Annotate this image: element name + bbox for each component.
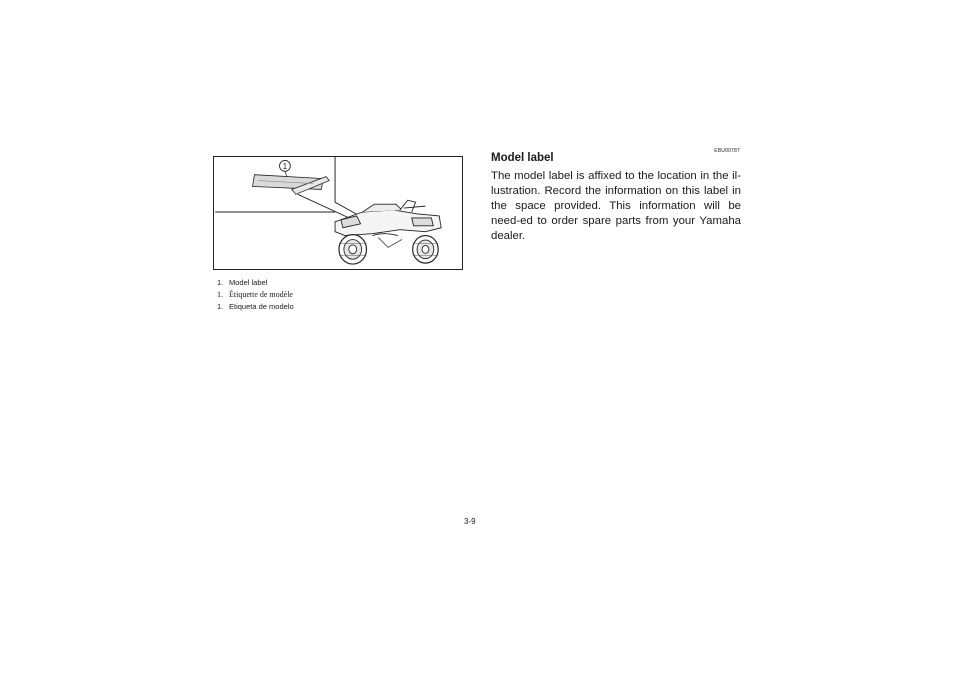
caption-number: 1. xyxy=(217,278,224,287)
atv-icon xyxy=(335,200,441,264)
callout-number: 1 xyxy=(282,161,288,171)
model-label-location-diagram xyxy=(214,157,462,269)
caption-text: Etiqueta de modelo xyxy=(229,302,294,311)
caption-english xyxy=(217,277,294,289)
caption-french xyxy=(217,289,294,301)
caption-text: Model label xyxy=(229,278,268,287)
caption-text: Étiquette de modèle xyxy=(229,290,293,299)
section-body: The model label is affixed to the location in the il-lustration. Record the information on this label in the space provided. This information will be need-ed to order spare parts from your Yamaha dealer. xyxy=(491,170,741,242)
atv-illustration xyxy=(213,156,463,270)
reference-code: EBU00787 xyxy=(714,148,740,154)
caption-spanish xyxy=(217,301,294,313)
page-number: 3-9 xyxy=(464,517,476,526)
figure-captions xyxy=(217,277,294,313)
caption-number: 1. xyxy=(217,302,224,311)
section-heading: Model label xyxy=(491,152,554,164)
caption-number: 1. xyxy=(217,290,223,299)
